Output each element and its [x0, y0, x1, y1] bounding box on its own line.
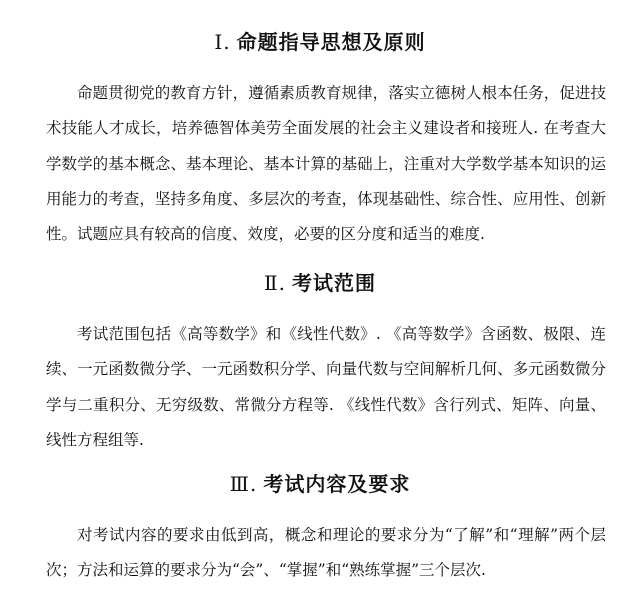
- section-heading-exam-scope: [0, 269, 640, 297]
- section-number: Ⅲ.: [229, 472, 258, 496]
- section-number: Ⅰ.: [214, 30, 231, 54]
- section-heading-exam-content: [0, 470, 640, 498]
- section-title: 命题指导思想及原则: [236, 30, 426, 54]
- section-title: 考试内容及要求: [263, 472, 411, 496]
- section-title: 考试范围: [291, 271, 376, 295]
- section-heading-guiding-principles: [0, 28, 640, 56]
- section-number: Ⅱ.: [264, 271, 286, 295]
- section-paragraph-guiding-principles: 命题贯彻党的教育方针，遵循素质教育规律，落实立德树人根本任务，促进技术技能人才成长，培养德智体美劳全面发展的社会主义建设者和接班人. 在考查大学数学的基本概念、基本理论、基本计算的基础上，注重对大学数学基本知识的运用能力的考查，坚持多角度、多层次的考查，体现基础性、综合性、应用性、创新性。试题应具有较高的信度、效度，必要的区分度和适当的难度.: [46, 84, 606, 244]
- section-paragraph-exam-content: 对考试内容的要求由低到高，概念和理论的要求分为“了解”和“理解”两个层次；方法和运算的要求分为“会”、“掌握”和“熟练掌握”三个层次.: [46, 526, 606, 580]
- section-paragraph-exam-scope: 考试范围包括《高等数学》和《线性代数》. 《高等数学》含函数、极限、连续、一元函数微分学、一元函数积分学、向量代数与空间解析几何、多元函数微分学与二重积分、无穷级数、常微分方程等. 《线性代数》含行列式、矩阵、向量、线性方程组等.: [46, 325, 606, 449]
